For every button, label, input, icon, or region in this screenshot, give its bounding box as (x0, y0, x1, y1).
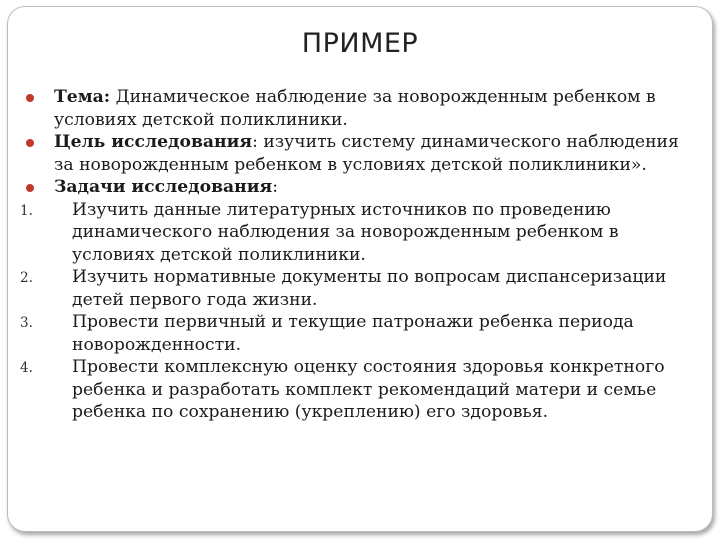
topic-text: Динамическое наблюдение за новорожденным ребенком в условиях детской поликлиники. (54, 87, 656, 130)
tasks-colon: : (272, 177, 278, 197)
task-number: 1. (20, 202, 33, 219)
task-item-2 (20, 266, 700, 311)
task-item-1 (20, 199, 700, 267)
bullet-item-topic (20, 86, 700, 131)
task-number: 2. (20, 270, 33, 286)
goal-text: : изучить систему динамического наблюдения за новорожденным ребенком в условиях детской поликлиники». (54, 132, 679, 175)
task-text: Провести комплексную оценку состояния здоровья конкретного ребенка и разработать комплект рекомендаций матери и семье ребенка по сохранению (укреплению) его здоровья. (72, 357, 665, 422)
slide-content (20, 86, 700, 424)
bullet-dot-icon (26, 184, 34, 192)
task-text: Изучить данные литературных источников по проведению динамического наблюдения за новорожденным ребенком в условиях детской поликлиники. (72, 199, 619, 265)
task-item-4 (20, 356, 700, 424)
tasks-heading: Задачи исследования (54, 177, 273, 197)
bullet-dot-icon (26, 94, 34, 102)
bullet-dot-icon (26, 139, 34, 147)
task-text: Изучить нормативные документы по вопросам диспансеризации детей первого года жизни. (72, 267, 667, 310)
bullet-item-goal (20, 131, 700, 176)
bullet-item-tasks (20, 176, 700, 199)
task-text: Провести первичный и текущие патронажи ребенка периода новорожденности. (72, 312, 634, 355)
topic-heading: Тема: (54, 87, 111, 107)
goal-heading: Цель исследования (54, 132, 253, 152)
task-number: 3. (20, 315, 33, 331)
task-item-3 (20, 311, 700, 356)
task-number: 4. (20, 360, 33, 376)
slide-title: ПРИМЕР (301, 28, 419, 59)
